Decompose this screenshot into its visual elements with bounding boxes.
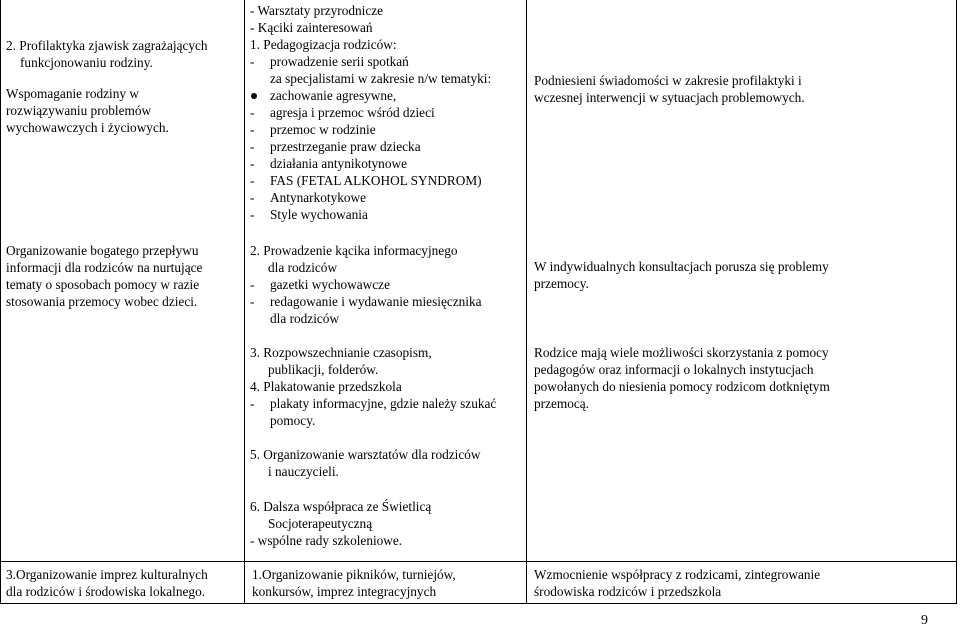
- row1-tasks-heading: 1. Pedagogizacja rodziców:: [250, 37, 397, 53]
- row6-goal-cell: [6, 566, 208, 600]
- row1-task-item: [250, 121, 491, 138]
- row6-effect-line: Wzmocnienie współpracy z rodzicami, zintegrowanie: [534, 567, 821, 582]
- task-item-text: Style wychowania: [270, 207, 368, 223]
- page-number: 9: [921, 613, 928, 628]
- row1-task-item: [250, 138, 491, 155]
- row1-goal-cell: [6, 37, 208, 136]
- task-item-text: redagowanie i wydawanie miesięcznika: [270, 294, 482, 310]
- row4-tasks-line: 5. Organizowanie warsztatów dla rodziców: [250, 447, 481, 462]
- row6-tasks-line: 1.Organizowanie pikników, turniejów,: [252, 567, 456, 582]
- column-divider-4: [956, 0, 957, 604]
- row2-task-item: [250, 276, 482, 293]
- row1-goal-line: funkcjonowaniu rodziny.: [20, 55, 153, 71]
- row2-tasks-heading: 2. Prowadzenie kącika informacyjnego: [250, 243, 458, 258]
- row1-effect-cell: [534, 72, 805, 106]
- row1-task-item: [250, 87, 491, 104]
- dash-marker: -: [250, 139, 255, 155]
- task-item-text: przestrzeganie praw dziecka: [270, 139, 421, 155]
- row1-tasks-cell: [250, 2, 491, 223]
- task-item-text: gazetki wychowawcze: [270, 277, 390, 293]
- row1-task-item: [250, 104, 491, 121]
- column-divider-3: [526, 0, 527, 604]
- dash-marker: -: [250, 105, 255, 121]
- row4-tasks-line: i nauczycieli.: [268, 464, 339, 480]
- row3-effect-line: pedagogów oraz informacji o lokalnych instytucjach: [534, 362, 814, 378]
- row6-goal-line: 3.Organizowanie imprez kulturalnych: [6, 567, 208, 582]
- row2-goal-line: tematy o sposobach pomocy w razie: [6, 277, 200, 293]
- row3-effect-line: Rodzice mają wiele możliwości skorzystania z pomocy: [534, 345, 829, 360]
- task-item-text: pomocy.: [270, 413, 316, 429]
- task-item-text: przemoc w rodzinie: [270, 122, 376, 138]
- row2-goal-line: stosowania przemocy wobec dzieci.: [6, 294, 198, 310]
- row3-tasks-line: 4. Plakatowanie przedszkola: [250, 379, 402, 395]
- table-bottom-border: [0, 603, 957, 604]
- row1-task-item: [250, 206, 491, 223]
- row1-task-item: [250, 155, 491, 172]
- row6-effect-line: środowiska rodziców i przedszkola: [534, 584, 722, 600]
- row2-goal-cell: [6, 242, 202, 310]
- row6-tasks-line: konkursów, imprez integracyjnych: [252, 584, 437, 600]
- row1-tasks-line: - Warsztaty przyrodnicze: [250, 3, 384, 18]
- row3-effect-line: przemocą.: [534, 396, 589, 412]
- row5-tasks-line: 6. Dalsza współpraca ze Świetlicą: [250, 499, 432, 514]
- task-item-text: prowadzenie serii spotkań: [270, 54, 409, 70]
- row4-tasks-cell: [250, 446, 481, 480]
- row2-task-item: [250, 293, 482, 327]
- row3-task-item: [250, 395, 496, 429]
- task-item-text: działania antynikotynowe: [270, 156, 407, 172]
- task-item-text: zachowanie agresywne,: [270, 88, 397, 104]
- row1-goal-line: [6, 71, 208, 85]
- row2-goal-line: Organizowanie bogatego przepływu: [6, 243, 199, 258]
- row3-tasks-line: 3. Rozpowszechnianie czasopism,: [250, 345, 432, 360]
- row6-effect-cell: [534, 566, 820, 600]
- task-item-text: za specjalistami w zakresie n/w tematyki:: [270, 71, 492, 87]
- task-item-text: FAS (FETAL ALKOHOL SYNDROM): [270, 173, 482, 189]
- row5-tasks-line: Socjoterapeutyczną: [268, 516, 373, 532]
- row1-tasks-line: - Kąciki zainteresowań: [250, 20, 373, 36]
- row2-tasks-cell: [250, 242, 482, 327]
- row3-tasks-cell: [250, 344, 496, 429]
- row1-task-item: [250, 53, 491, 87]
- column-divider-1: [0, 0, 1, 604]
- task-item-text: plakaty informacyjne, gdzie należy szukać: [270, 396, 497, 412]
- dash-marker: -: [250, 207, 255, 223]
- row1-goal-line: Wspomaganie rodziny w: [6, 86, 139, 102]
- row1-goal-line: rozwiązywaniu problemów: [6, 103, 152, 119]
- row1-task-item: [250, 189, 491, 206]
- dash-marker: -: [250, 173, 255, 189]
- row3-effect-cell: [534, 344, 830, 412]
- row1-task-item: [250, 172, 491, 189]
- row5-tasks-line: - wspólne rady szkoleniowe.: [250, 533, 403, 549]
- row6-goal-line: dla rodziców i środowiska lokalnego.: [6, 584, 206, 600]
- column-divider-2: [244, 0, 245, 604]
- dash-marker: -: [250, 190, 255, 206]
- dash-marker: -: [250, 156, 255, 172]
- task-item-text: agresja i przemoc wśród dzieci: [270, 105, 435, 121]
- row1-goal-line: 2. Profilaktyka zjawisk zagrażających: [6, 38, 208, 53]
- row1-goal-line: wychowawczych i życiowych.: [6, 120, 169, 136]
- dash-marker: -: [250, 122, 255, 138]
- row2-tasks-heading: dla rodziców: [268, 260, 338, 276]
- dash-marker: -: [250, 294, 255, 310]
- row2-effect-line: W indywidualnych konsultacjach porusza się problemy: [534, 259, 829, 274]
- row6-top-border: [0, 561, 957, 562]
- row6-tasks-cell: [252, 566, 456, 600]
- dash-marker: -: [250, 396, 255, 412]
- row3-effect-line: powołanych do niesienia pomocy rodzicom dotkniętym: [534, 379, 830, 395]
- row2-effect-cell: [534, 258, 829, 292]
- row1-effect-line: Podniesieni świadomości w zakresie profilaktyki i: [534, 73, 802, 88]
- row3-tasks-line: publikacji, folderów.: [268, 362, 379, 378]
- row2-effect-line: przemocy.: [534, 276, 589, 292]
- row2-goal-line: informacji dla rodziców na nurtujące: [6, 260, 203, 276]
- task-item-text: Antynarkotykowe: [270, 190, 367, 206]
- dash-marker: -: [250, 277, 255, 293]
- row5-tasks-cell: [250, 498, 431, 549]
- dash-marker: -: [250, 54, 255, 70]
- task-item-text: dla rodziców: [270, 311, 340, 327]
- row1-effect-line: wczesnej interwencji w sytuacjach problemowych.: [534, 90, 805, 106]
